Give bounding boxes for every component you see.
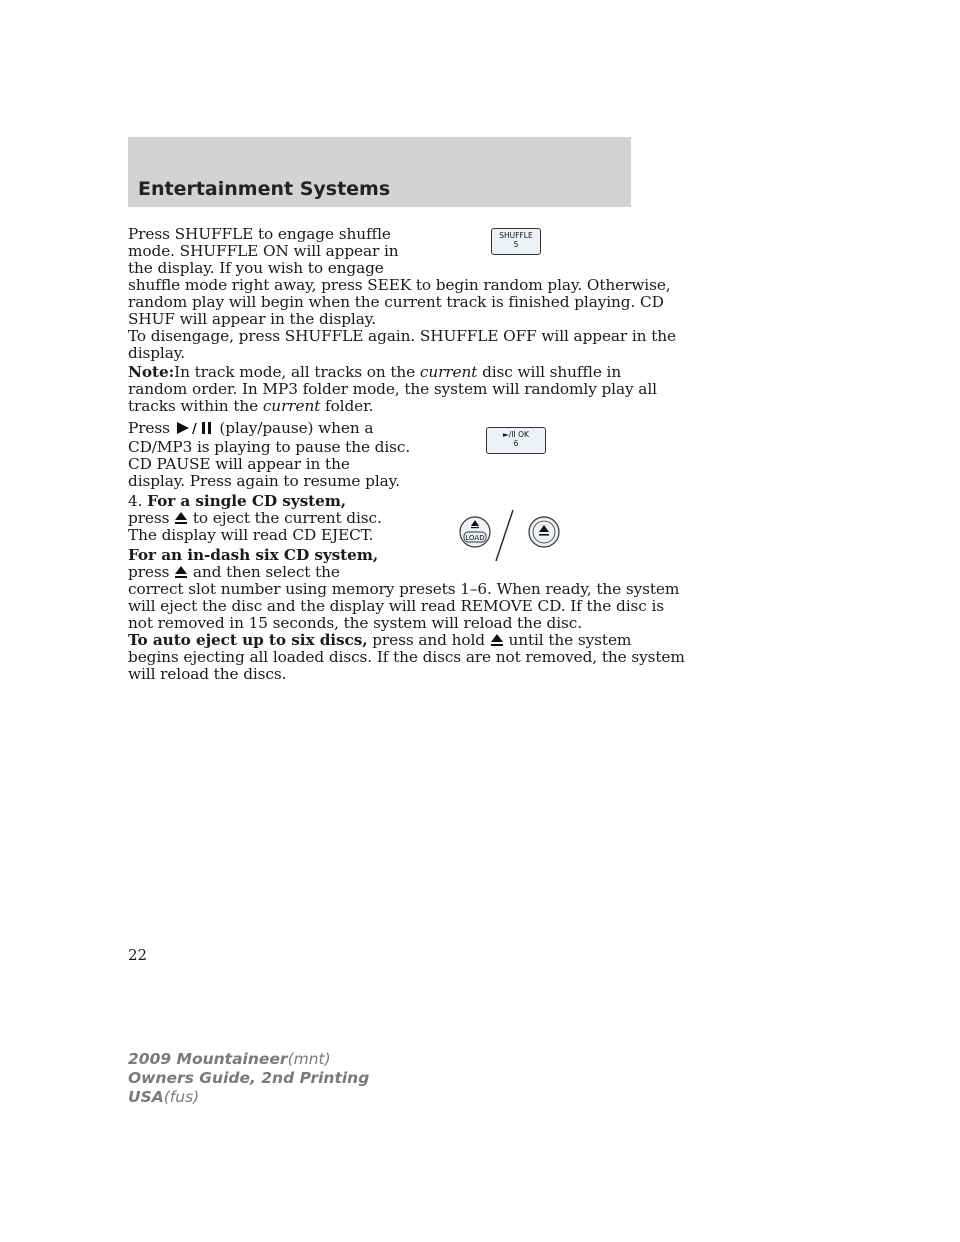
text-line: The display will read CD EJECT. [128,526,374,544]
text-line: not removed in 15 seconds, the system will reload the disc. [128,614,583,632]
text-line: random order. In MP3 folder mode, the system will randomly play all [128,380,657,398]
text-line: display. [128,344,186,362]
section-header [128,137,631,207]
load-label: LOAD [465,534,485,542]
text-line: display. Press again to resume play. [128,472,400,490]
text-line: SHUF will appear in the display. [128,310,377,328]
shuffle-button-illustration [491,228,541,255]
subheading: To auto eject up to six discs, [128,631,368,649]
preset-number: 6 [513,439,519,448]
text-span: and then select the [188,563,340,581]
text-span: (play/pause) when a [214,419,374,437]
emphasis: current [419,363,478,381]
play-pause-paragraph [128,420,410,490]
text-span: folder. [320,397,374,415]
page-number: 22 [128,946,148,964]
play-pause-button-illustration [486,427,546,454]
text-span: press [128,509,175,527]
svg-text:/: / [191,422,197,435]
preset-number: 5 [513,240,519,249]
eject-button-illustration [529,517,559,547]
text-line: CD/MP3 is playing to pause the disc. [128,438,411,456]
footer-market-code: (fus) [163,1088,200,1106]
load-button-illustration [460,517,490,547]
text-span: tracks within the [128,397,263,415]
note-paragraph [128,364,657,415]
footer-model: 2009 Mountaineer [128,1050,288,1068]
section-title: Entertainment Systems [138,178,391,200]
text-span: until the system [503,631,632,649]
text-line: the display. If you wish to engage [128,259,384,277]
note-label: Note: [128,363,175,381]
emphasis: current [262,397,321,415]
play-pause-icon [175,421,215,439]
text-line: begins ejecting all loaded discs. If the discs are not removed, the system [128,648,685,666]
list-number: 4. [128,492,148,510]
text-line: will eject the disc and the display will read REMOVE CD. If the disc is [128,597,665,615]
text-line: To disengage, press SHUFFLE again. SHUFFLE OFF will appear in the [128,327,676,345]
text-line: random play will begin when the current track is finished playing. CD [128,293,664,311]
text-span: press and hold [367,631,490,649]
footer [128,1050,369,1107]
shuffle-paragraph [128,226,676,362]
text-span: press [128,563,175,581]
shuffle-label: SHUFFLE [499,231,533,240]
subheading: For an in-dash six CD system, [128,546,379,564]
text-span: to eject the current disc. [188,509,382,527]
text-line: will reload the discs. [128,665,287,683]
footer-model-code: (mnt) [287,1050,331,1068]
text-line: shuffle mode right away, press SEEK to begin random play. Otherwise, [128,276,671,294]
subheading: For a single CD system, [147,492,347,510]
divider-line [496,510,513,561]
text-line: mode. SHUFFLE ON will appear in [128,242,399,260]
text-line: Press SHUFFLE to engage shuffle [128,225,391,243]
play-pause-ok-label: ►/II OK [503,430,529,439]
text-span: Press [128,419,175,437]
footer-edition: Owners Guide, 2nd Printing [128,1069,370,1087]
text-span: disc will shuffle in [477,363,622,381]
eject-section [128,493,685,683]
text-span: In track mode, all tracks on the [174,363,420,381]
footer-market: USA [128,1088,164,1106]
text-line: correct slot number using memory presets 1–6. When ready, the system [128,580,680,598]
text-line: CD PAUSE will appear in the [128,455,350,473]
load-eject-buttons-illustration [458,498,562,564]
